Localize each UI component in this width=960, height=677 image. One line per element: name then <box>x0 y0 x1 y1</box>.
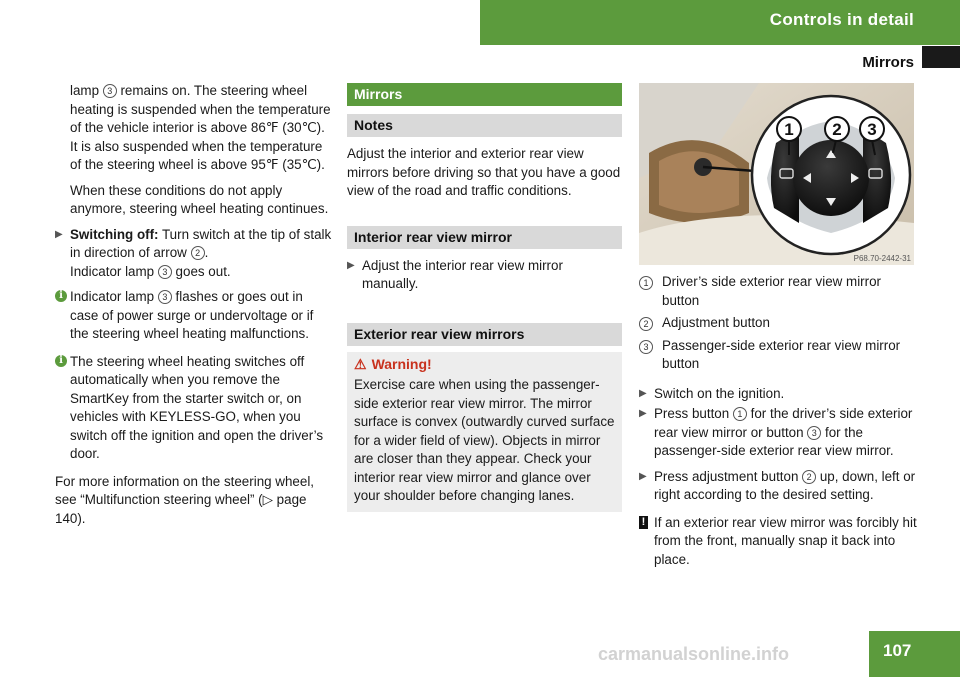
section-heading-mirrors: Mirrors <box>347 83 622 106</box>
paragraph-continues: When these conditions do not apply anymore, steering wheel heating continues. <box>70 182 329 216</box>
subsection-heading-exterior: Exterior rear view mirrors <box>347 323 622 346</box>
info-icon: i <box>55 355 67 367</box>
arrow-bullet-icon: ▶ <box>639 387 647 399</box>
left-column <box>55 82 333 535</box>
step-press-button: ▶ Press button 1 for the driver’s side exterior rear view mirror or button 3 for the passenger-side exterior rear view mirror. <box>639 406 913 458</box>
photo-callout-3: 3 <box>867 120 877 139</box>
thumb-tab <box>922 46 960 68</box>
warning-box <box>347 352 622 512</box>
legend-item: 3 Passenger-side exterior rear view mirror button <box>639 337 919 374</box>
photo-callout-1: 1 <box>784 120 794 139</box>
warning-text: Exercise care when using the passenger-side exterior rear view mirror. The mirror surface is convex (outwardly curved surface for a wider field of view). Objects in mirror are closer than they appear. Check your interior rear view mirror and glance over your shoulder before changing lanes. <box>354 377 615 503</box>
watermark: carmanualsonline.info <box>598 644 790 664</box>
warning-title: ⚠ Warning! <box>354 355 432 372</box>
middle-column <box>347 83 622 512</box>
page-number-box <box>869 631 960 677</box>
right-column <box>639 273 919 569</box>
step-adjust: ▶ Press adjustment button 2 up, down, left or right according to the desired setting. <box>639 468 916 502</box>
photo-callout-2: 2 <box>832 120 842 139</box>
legend-item: 1 Driver’s side exterior rear view mirror button <box>639 273 919 310</box>
page-reference-link[interactable]: ▷ page 140 <box>55 492 307 526</box>
subsection-heading-interior: Interior rear view mirror <box>347 226 622 249</box>
paragraph-notes: Adjust the interior and exterior rear view mirrors before driving so that you have a good view of the road and traffic conditions. <box>347 146 621 198</box>
info-note-indicator: i Indicator lamp 3 flashes or goes out in case of power surge or undervoltage or if the steering wheel heating malfunctions. <box>55 288 333 344</box>
list-item-interior: ▶ Adjust the interior rear view mirror manually. <box>347 257 563 291</box>
page-number: 107 <box>883 641 912 660</box>
arrow-bullet-icon: ▶ <box>639 408 647 419</box>
arrow-bullet-icon: ▶ <box>639 470 647 482</box>
photo-code: P68.70-2442-31 <box>853 254 911 263</box>
paragraph-suspend: lamp 3 remains on. The steering wheel heating is suspended when the temperature of the vehicle interior is above 86℉ (30℃). It is also suspended when the temperature of the steering wheel is above 95℉ (35℃). <box>70 83 331 172</box>
step-ignition: ▶ Switch on the ignition. <box>639 385 919 404</box>
callout-3: 3 <box>103 84 117 98</box>
legend-item: 2 Adjustment button <box>639 314 919 333</box>
exclamation-icon: ! <box>639 516 648 529</box>
caution-note: ! If an exterior rear view mirror was forcibly hit from the front, manually snap it back into place. <box>639 514 919 570</box>
list-item-switching-off: ▶ Switching off: Turn switch at the tip of stalk in direction of arrow 2 . Indicator lamp 3 goes out. <box>55 226 332 279</box>
info-icon: i <box>55 290 67 302</box>
info-note-auto-off: i The steering wheel heating switches off automatically when you remove the SmartKey from the starter switch or, on vehicles with KEYLESS-GO, when you switch off the ignition and open the driver’s door. <box>55 353 333 464</box>
mirror-control-photo <box>639 83 914 265</box>
arrow-bullet-icon: ▶ <box>347 259 355 271</box>
chapter-title: Controls in detail <box>769 10 914 29</box>
subsection-heading-notes: Notes <box>347 114 622 137</box>
section-title: Mirrors <box>862 54 914 71</box>
paragraph-more-info: For more information on the steering wheel, see “Multifunction steering wheel” (▷ page 140). <box>55 473 315 526</box>
warning-triangle-icon: ⚠ <box>354 355 367 372</box>
arrow-bullet-icon: ▶ <box>55 228 63 240</box>
